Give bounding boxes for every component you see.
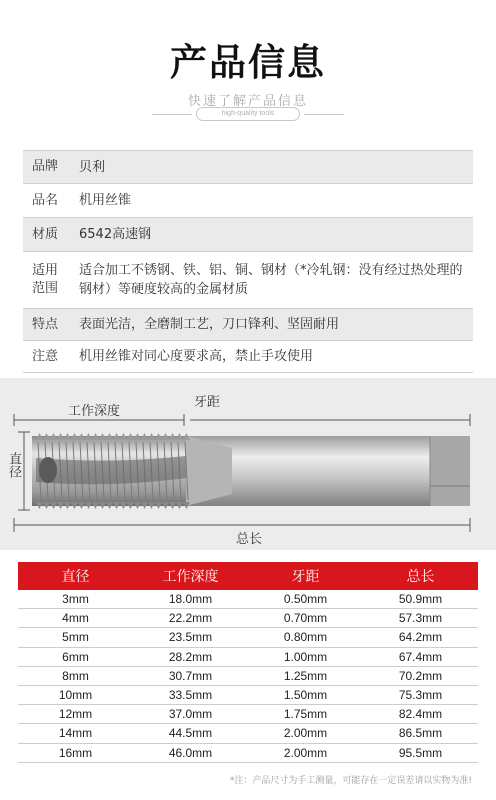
label-total-length: 总长 bbox=[236, 532, 263, 547]
table-row bbox=[18, 628, 478, 647]
info-row-scope bbox=[23, 251, 473, 308]
table-cell: 46.0mm bbox=[168, 745, 213, 760]
info-value: 6542高速钢 bbox=[79, 227, 152, 242]
label-diameter: 直径 bbox=[6, 452, 21, 478]
product-info-table bbox=[23, 150, 473, 373]
table-cell: 70.2mm bbox=[398, 668, 443, 683]
header bbox=[0, 0, 496, 140]
table-cell: 0.50mm bbox=[283, 592, 328, 607]
table-cell: 28.2mm bbox=[168, 649, 213, 664]
table-cell: 75.3mm bbox=[398, 688, 443, 703]
table-cell: 0.80mm bbox=[283, 630, 328, 645]
table-cell: 14mm bbox=[58, 726, 93, 741]
table-cell: 30.7mm bbox=[168, 668, 213, 683]
table-cell: 1.00mm bbox=[283, 649, 328, 664]
table-cell: 44.5mm bbox=[168, 726, 213, 741]
table-cell: 2.00mm bbox=[283, 745, 328, 760]
header-diameter: 直径 bbox=[61, 569, 90, 585]
info-value: 适合加工不锈钢、铁、铝、铜、钢材（*冷轧钢：没有经过热处理的钢材）等硬度较高的金属材质 bbox=[79, 263, 463, 297]
table-cell: 8mm bbox=[62, 668, 89, 683]
label-pitch: 牙距 bbox=[194, 395, 221, 410]
header-pitch: 牙距 bbox=[291, 569, 320, 585]
info-row-brand bbox=[23, 150, 473, 183]
table-cell: 2.00mm bbox=[283, 726, 328, 741]
table-cell: 33.5mm bbox=[168, 688, 213, 703]
table-cell: 37.0mm bbox=[168, 707, 213, 722]
page-title: 产品信息 bbox=[170, 41, 326, 84]
footnote: *注：产品尺寸为手工测量，可能存在一定误差请以实物为准! bbox=[229, 776, 472, 786]
info-key: 材质 bbox=[32, 226, 59, 242]
header-working-depth: 工作深度 bbox=[162, 569, 219, 585]
table-cell: 6mm bbox=[62, 649, 89, 664]
table-cell: 16mm bbox=[58, 745, 93, 760]
page-subtitle: 快速了解产品信息 bbox=[187, 94, 308, 109]
table-row bbox=[18, 724, 478, 743]
table-cell: 0.70mm bbox=[283, 611, 328, 626]
table-row bbox=[18, 686, 478, 705]
label-working-depth: 工作深度 bbox=[68, 404, 121, 419]
spec-table bbox=[18, 562, 478, 763]
table-cell: 1.50mm bbox=[283, 688, 328, 703]
table-cell: 12mm bbox=[58, 707, 93, 722]
info-value: 表面光洁，全磨制工艺，刀口锋利、坚固耐用 bbox=[79, 317, 340, 332]
table-cell: 5mm bbox=[62, 630, 89, 645]
table-cell: 82.4mm bbox=[398, 707, 443, 722]
info-key: 品牌 bbox=[32, 159, 59, 174]
table-cell: 57.3mm bbox=[398, 611, 443, 626]
info-value: 贝利 bbox=[79, 159, 106, 175]
table-row bbox=[18, 667, 478, 686]
spec-table-header bbox=[18, 562, 478, 590]
table-cell: 18.0mm bbox=[168, 592, 213, 607]
table-row bbox=[18, 744, 478, 763]
divider bbox=[304, 114, 344, 115]
info-key: 适用范围 bbox=[32, 263, 59, 296]
table-row bbox=[18, 648, 478, 667]
info-key: 品名 bbox=[32, 192, 59, 208]
info-key: 注意 bbox=[32, 348, 59, 364]
info-key: 特点 bbox=[32, 316, 59, 332]
table-cell: 3mm bbox=[62, 592, 89, 607]
table-cell: 64.2mm bbox=[398, 630, 443, 645]
table-cell: 95.5mm bbox=[398, 745, 443, 760]
table-cell: 50.9mm bbox=[398, 592, 443, 607]
info-row-notice bbox=[23, 340, 473, 373]
table-row bbox=[18, 590, 478, 609]
info-row-feature bbox=[23, 308, 473, 340]
table-row bbox=[18, 705, 478, 724]
english-tagline-text: high-quality tools bbox=[196, 107, 300, 121]
info-row-material bbox=[23, 217, 473, 251]
table-cell: 86.5mm bbox=[398, 726, 443, 741]
table-cell: 23.5mm bbox=[168, 630, 213, 645]
info-value: 机用丝锥 bbox=[79, 193, 132, 208]
english-tagline bbox=[152, 107, 344, 121]
spec-table-body bbox=[18, 590, 478, 763]
divider bbox=[152, 114, 192, 115]
info-row-name bbox=[23, 183, 473, 217]
table-cell: 10mm bbox=[58, 688, 93, 703]
table-row bbox=[18, 609, 478, 628]
table-cell: 1.75mm bbox=[283, 707, 328, 722]
info-value: 机用丝锥对同心度要求高，禁止手攻使用 bbox=[79, 349, 314, 364]
table-cell: 22.2mm bbox=[168, 611, 213, 626]
header-total-length: 总长 bbox=[406, 569, 435, 585]
table-cell: 4mm bbox=[62, 611, 89, 626]
table-cell: 1.25mm bbox=[283, 668, 328, 683]
tap-dimension-diagram bbox=[0, 378, 496, 550]
table-cell: 67.4mm bbox=[398, 649, 443, 664]
